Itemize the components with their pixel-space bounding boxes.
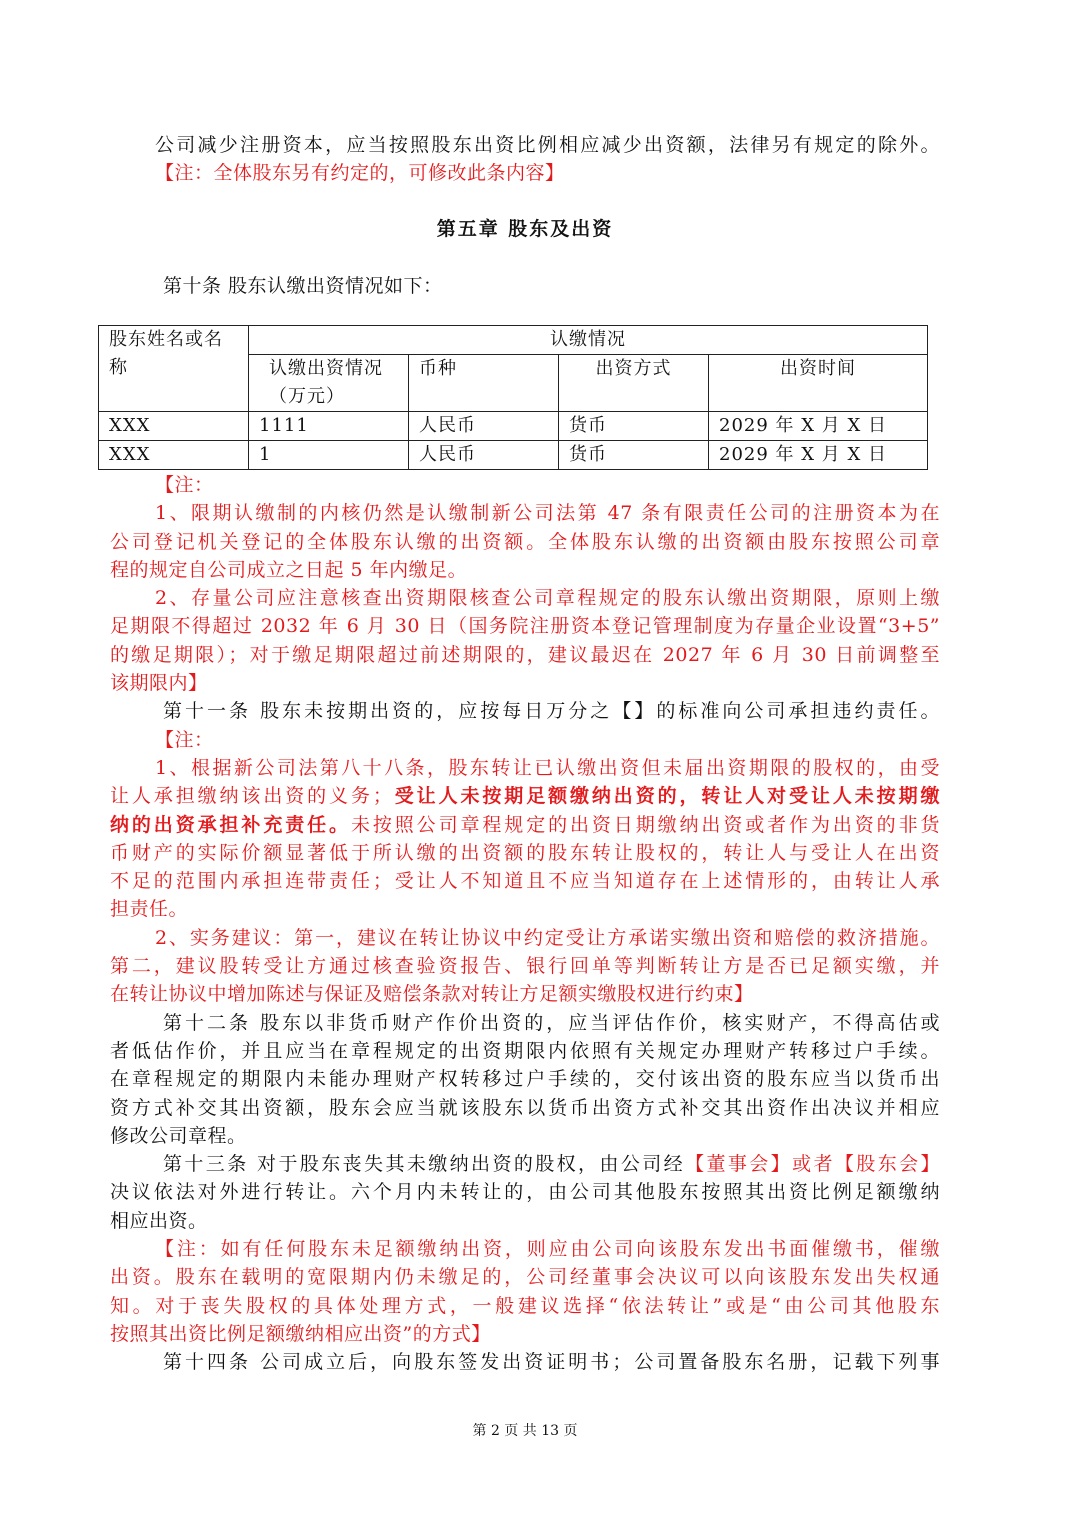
- note-text: 在转让协议中增加陈述与保证及赔偿条款对转让方足额实缴股权进行约束】: [110, 983, 754, 1006]
- note-text: 2、实务建议：第一，建议在转让协议中约定受让方承诺实缴出资和赔偿的救济措施。: [155, 926, 940, 949]
- note-text: 公司登记机关登记的全体股东认缴的出资额。全体股东认缴的出资额由股东按照公司章: [110, 530, 940, 553]
- text-line: [110, 839, 940, 867]
- text-line: [110, 1178, 940, 1206]
- table-header-row: [99, 326, 928, 355]
- text-line: [110, 641, 940, 669]
- cell-amount: 1: [249, 441, 409, 470]
- text-line: [110, 924, 940, 952]
- header-currency: 币种: [409, 355, 559, 412]
- text-line: [110, 272, 940, 300]
- text-line: [110, 584, 940, 612]
- note-text: 未按照公司章程规定的出资日期缴纳出资或者作为出资的非货: [350, 813, 940, 836]
- note-text: 【注：全体股东另有约定的，可修改此条内容】: [155, 162, 565, 185]
- text-line: [110, 952, 940, 980]
- body-text: 第十三条 对于股东丧失其未缴纳出资的股权，由公司经: [163, 1153, 686, 1176]
- text-line: [110, 1009, 940, 1037]
- shareholder-contribution-table: [98, 325, 928, 470]
- text-line: [110, 726, 940, 754]
- cell-date: 2029 年 X 月 X 日: [709, 412, 928, 441]
- text-line: [110, 1320, 940, 1348]
- note-text: 出资。股东在载明的宽限期内仍未缴足的，公司经董事会决议可以向该股东发出失权通: [110, 1266, 940, 1289]
- header-subscription: 认缴情况: [249, 326, 928, 355]
- note-text: 2、存量公司应注意核查出资期限核查公司章程规定的股东认缴出资期限，原则上缴: [155, 587, 940, 610]
- note-text: 的缴足期限）；对于缴足期限超过前述期限的，建议最迟在 2027 年 6 月 30 日前调整至: [110, 643, 940, 666]
- text-line: [110, 499, 940, 527]
- body-text: 资方式补交其出资额，股东会应当就该股东以货币出资方式补交其出资作出决议并相应: [110, 1096, 940, 1119]
- text-line: [110, 1207, 940, 1235]
- text-line: [110, 556, 940, 584]
- body-text: 第十条 股东认缴出资情况如下：: [163, 275, 443, 297]
- body-text: 修改公司章程。: [110, 1124, 247, 1147]
- text-line: [110, 1065, 940, 1093]
- note-text: 第二，建议股转受让方通过核查验资报告、银行回单等判断转让方是否已足额实缴，并: [110, 955, 940, 978]
- text-line: [110, 1094, 940, 1122]
- body-text: 决议依法对外进行转让。六个月内未转让的，由公司其他股东按照其出资比例足额缴纳: [110, 1181, 940, 1204]
- note-text: 【注：如有任何股东未足额缴纳出资，则应由公司向该股东发出书面催缴书，催缴: [155, 1238, 940, 1261]
- text-line: [110, 895, 940, 923]
- cell-currency: 人民币: [409, 441, 559, 470]
- body-text: 相应出资。: [110, 1209, 208, 1232]
- article-10-intro: [110, 272, 940, 300]
- text-line: [110, 612, 940, 640]
- note-text: 币财产的实际价额显著低于所认缴的出资额的股东转让股权的，转让人与受让人在出资: [110, 841, 940, 864]
- text-line: [110, 1292, 940, 1320]
- text-line: [110, 980, 940, 1008]
- text-line: [110, 1122, 940, 1150]
- note-text: 担责任。: [110, 898, 189, 921]
- cell-amount: 1111: [249, 412, 409, 441]
- text-line: [110, 159, 940, 187]
- note-text: 按照其出资比例足额缴纳相应出资”的方式】: [110, 1322, 491, 1345]
- note-text: 足期限不得超过 2032 年 6 月 30 日（国务院注册资本登记管理制度为存量企业设置“3+5”: [110, 615, 940, 638]
- note-text: 【董事会】或者【股东会】: [685, 1153, 940, 1176]
- header-shareholder-name: 股东姓名或名称: [99, 326, 249, 412]
- page-footer: 第 2 页 共 13 页: [472, 1423, 578, 1439]
- body-text: 第十一条 股东未按期出资的，应按每日万分之【】的标准向公司承担违约责任。: [163, 700, 940, 723]
- header-date: 出资时间: [709, 355, 928, 412]
- note-text: 该期限内】: [110, 672, 208, 695]
- body-text: 者低估作价，并且应当在章程规定的出资期限内依照有关规定办理财产转移过户手续。: [110, 1039, 940, 1062]
- body-text: 第十四条 公司成立后，向股东签发出资证明书；公司置备股东名册，记载下列事: [163, 1351, 940, 1374]
- note-text: 【注：: [155, 474, 214, 496]
- text-line: [110, 754, 940, 782]
- body-text: 公司减少注册资本，应当按照股东出资比例相应减少出资额，法律另有规定的除外。: [155, 134, 940, 156]
- header-method: 出资方式: [559, 355, 709, 412]
- paragraph-block-top: [110, 131, 940, 188]
- text-line: [110, 131, 940, 159]
- cell-method: 货币: [559, 441, 709, 470]
- body-text: 在章程规定的期限内未能办理财产权转移过户手续的，交付该出资的股东应当以货币出: [110, 1068, 940, 1091]
- cell-name: XXX: [99, 441, 249, 470]
- cell-method: 货币: [559, 412, 709, 441]
- table-row: [99, 412, 928, 441]
- text-line: [110, 697, 940, 725]
- cell-date: 2029 年 X 月 X 日: [709, 441, 928, 470]
- text-line: [110, 782, 940, 810]
- note-text: 程的规定自公司成立之日起 5 年内缴足。: [110, 558, 468, 581]
- text-line: [110, 1348, 940, 1376]
- text-line: [110, 1263, 940, 1291]
- note-text: 【注：: [155, 728, 214, 751]
- text-line: [110, 1037, 940, 1065]
- body-text: 第十二条 股东以非货币财产作价出资的，应当评估作价，核实财产，不得高估或: [163, 1011, 940, 1034]
- note-text: 不足的范围内承担连带责任；受让人不知道且不应当知道存在上述情形的，由转让人承: [110, 870, 940, 893]
- header-amount: 认缴出资情况（万元）: [249, 355, 409, 412]
- text-line: [110, 669, 940, 697]
- note-text: 1、根据新公司法第八十八条，股东转让已认缴出资但未届出资期限的股权的，由受: [155, 756, 940, 779]
- note-text: 让人承担缴纳该出资的义务；: [110, 785, 393, 808]
- text-line: [110, 811, 940, 839]
- text-line: [110, 471, 940, 499]
- chapter-heading: 第五章 股东及出资: [436, 218, 614, 240]
- note-text: 知。对于丧失股权的具体处理方式，一般建议选择“依法转让”或是“由公司其他股东: [110, 1294, 940, 1317]
- text-line: [110, 528, 940, 556]
- text-line: [110, 867, 940, 895]
- text-line: [110, 1235, 940, 1263]
- cell-name: XXX: [99, 412, 249, 441]
- paragraph-block-main: [110, 471, 940, 1377]
- text-line: [110, 1150, 940, 1178]
- table-row: [99, 441, 928, 470]
- cell-currency: 人民币: [409, 412, 559, 441]
- note-text: 受让人未按期足额缴纳出资的，转让人对受让人未按期缴: [392, 785, 940, 808]
- note-text: 纳的出资承担补充责任。: [110, 813, 351, 836]
- note-text: 1、限期认缴制的内核仍然是认缴制新公司法第 47 条有限责任公司的注册资本为在: [155, 502, 940, 525]
